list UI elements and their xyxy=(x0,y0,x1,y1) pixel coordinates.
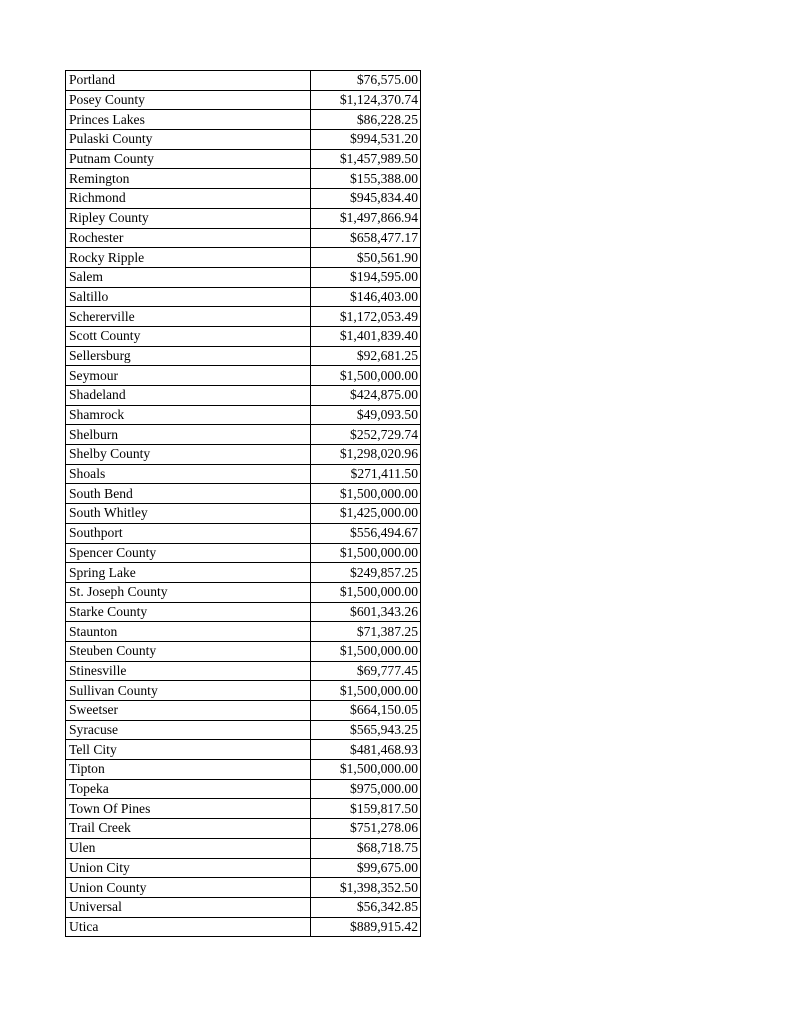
amount-cell: $1,398,352.50 xyxy=(311,878,421,898)
table-row xyxy=(66,740,421,760)
amount-cell: $155,388.00 xyxy=(311,169,421,189)
municipality-name-cell: Staunton xyxy=(66,622,311,642)
municipality-name-cell: Tipton xyxy=(66,760,311,780)
amount-cell: $69,777.45 xyxy=(311,661,421,681)
table-row xyxy=(66,405,421,425)
amount-cell: $1,298,020.96 xyxy=(311,445,421,465)
table-row xyxy=(66,641,421,661)
amount-cell: $1,124,370.74 xyxy=(311,90,421,110)
amount-cell: $664,150.05 xyxy=(311,701,421,721)
table-row xyxy=(66,897,421,917)
table-row xyxy=(66,130,421,150)
allocation-table xyxy=(65,70,421,937)
municipality-name-cell: Scott County xyxy=(66,326,311,346)
municipality-name-cell: Union City xyxy=(66,858,311,878)
amount-cell: $49,093.50 xyxy=(311,405,421,425)
table-row xyxy=(66,799,421,819)
amount-cell: $194,595.00 xyxy=(311,267,421,287)
amount-cell: $751,278.06 xyxy=(311,819,421,839)
municipality-name-cell: Union County xyxy=(66,878,311,898)
amount-cell: $658,477.17 xyxy=(311,228,421,248)
municipality-name-cell: Rocky Ripple xyxy=(66,248,311,268)
municipality-name-cell: Spring Lake xyxy=(66,563,311,583)
amount-cell: $76,575.00 xyxy=(311,71,421,91)
municipality-name-cell: Seymour xyxy=(66,366,311,386)
amount-cell: $68,718.75 xyxy=(311,838,421,858)
amount-cell: $99,675.00 xyxy=(311,858,421,878)
amount-cell: $1,497,866.94 xyxy=(311,208,421,228)
table-row xyxy=(66,582,421,602)
table-row xyxy=(66,425,421,445)
municipality-name-cell: Syracuse xyxy=(66,720,311,740)
municipality-name-cell: Tell City xyxy=(66,740,311,760)
municipality-name-cell: Princes Lakes xyxy=(66,110,311,130)
amount-cell: $556,494.67 xyxy=(311,523,421,543)
table-row xyxy=(66,208,421,228)
amount-cell: $159,817.50 xyxy=(311,799,421,819)
table-row xyxy=(66,189,421,209)
municipality-name-cell: Schererville xyxy=(66,307,311,327)
municipality-name-cell: Posey County xyxy=(66,90,311,110)
amount-cell: $1,425,000.00 xyxy=(311,504,421,524)
table-row xyxy=(66,917,421,937)
table-row xyxy=(66,602,421,622)
table-row xyxy=(66,346,421,366)
table-row xyxy=(66,386,421,406)
municipality-name-cell: Shoals xyxy=(66,464,311,484)
table-row xyxy=(66,701,421,721)
municipality-name-cell: Utica xyxy=(66,917,311,937)
table-row xyxy=(66,307,421,327)
municipality-name-cell: South Whitley xyxy=(66,504,311,524)
table-row xyxy=(66,760,421,780)
municipality-name-cell: St. Joseph County xyxy=(66,582,311,602)
amount-cell: $249,857.25 xyxy=(311,563,421,583)
table-row xyxy=(66,445,421,465)
table-row xyxy=(66,838,421,858)
table-row xyxy=(66,779,421,799)
municipality-name-cell: Saltillo xyxy=(66,287,311,307)
table-row xyxy=(66,366,421,386)
table-row xyxy=(66,681,421,701)
amount-cell: $92,681.25 xyxy=(311,346,421,366)
municipality-name-cell: Topeka xyxy=(66,779,311,799)
amount-cell: $994,531.20 xyxy=(311,130,421,150)
table-row xyxy=(66,543,421,563)
amount-cell: $71,387.25 xyxy=(311,622,421,642)
table-row xyxy=(66,819,421,839)
table-row xyxy=(66,661,421,681)
table-row xyxy=(66,71,421,91)
amount-cell: $1,401,839.40 xyxy=(311,326,421,346)
amount-cell: $1,500,000.00 xyxy=(311,760,421,780)
table-row xyxy=(66,110,421,130)
table-row xyxy=(66,149,421,169)
municipality-name-cell: Shelburn xyxy=(66,425,311,445)
table-row xyxy=(66,228,421,248)
municipality-name-cell: Remington xyxy=(66,169,311,189)
table-row xyxy=(66,464,421,484)
municipality-name-cell: Richmond xyxy=(66,189,311,209)
amount-cell: $271,411.50 xyxy=(311,464,421,484)
amount-cell: $56,342.85 xyxy=(311,897,421,917)
amount-cell: $601,343.26 xyxy=(311,602,421,622)
amount-cell: $975,000.00 xyxy=(311,779,421,799)
table-row xyxy=(66,504,421,524)
amount-cell: $50,561.90 xyxy=(311,248,421,268)
amount-cell: $252,729.74 xyxy=(311,425,421,445)
municipality-name-cell: Trail Creek xyxy=(66,819,311,839)
municipality-name-cell: Sellersburg xyxy=(66,346,311,366)
table-row xyxy=(66,622,421,642)
allocation-table-body xyxy=(66,71,421,937)
municipality-name-cell: Southport xyxy=(66,523,311,543)
municipality-name-cell: Stinesville xyxy=(66,661,311,681)
municipality-name-cell: Rochester xyxy=(66,228,311,248)
amount-cell: $1,500,000.00 xyxy=(311,641,421,661)
amount-cell: $945,834.40 xyxy=(311,189,421,209)
amount-cell: $86,228.25 xyxy=(311,110,421,130)
table-row xyxy=(66,287,421,307)
municipality-name-cell: Shadeland xyxy=(66,386,311,406)
table-row xyxy=(66,523,421,543)
amount-cell: $889,915.42 xyxy=(311,917,421,937)
municipality-name-cell: Shamrock xyxy=(66,405,311,425)
municipality-name-cell: Spencer County xyxy=(66,543,311,563)
table-row xyxy=(66,720,421,740)
municipality-name-cell: Town Of Pines xyxy=(66,799,311,819)
table-row xyxy=(66,267,421,287)
amount-cell: $1,500,000.00 xyxy=(311,543,421,563)
amount-cell: $146,403.00 xyxy=(311,287,421,307)
table-row xyxy=(66,248,421,268)
table-row xyxy=(66,90,421,110)
table-row xyxy=(66,563,421,583)
municipality-name-cell: Sullivan County xyxy=(66,681,311,701)
municipality-name-cell: Ulen xyxy=(66,838,311,858)
table-row xyxy=(66,858,421,878)
municipality-name-cell: Portland xyxy=(66,71,311,91)
amount-cell: $1,172,053.49 xyxy=(311,307,421,327)
table-row xyxy=(66,878,421,898)
amount-cell: $1,500,000.00 xyxy=(311,484,421,504)
amount-cell: $1,500,000.00 xyxy=(311,366,421,386)
amount-cell: $424,875.00 xyxy=(311,386,421,406)
municipality-name-cell: Steuben County xyxy=(66,641,311,661)
amount-cell: $565,943.25 xyxy=(311,720,421,740)
municipality-name-cell: Sweetser xyxy=(66,701,311,721)
amount-cell: $1,457,989.50 xyxy=(311,149,421,169)
municipality-name-cell: Universal xyxy=(66,897,311,917)
municipality-name-cell: Pulaski County xyxy=(66,130,311,150)
table-row xyxy=(66,169,421,189)
table-row xyxy=(66,326,421,346)
amount-cell: $1,500,000.00 xyxy=(311,681,421,701)
municipality-name-cell: Shelby County xyxy=(66,445,311,465)
amount-cell: $481,468.93 xyxy=(311,740,421,760)
municipality-name-cell: Starke County xyxy=(66,602,311,622)
municipality-name-cell: Ripley County xyxy=(66,208,311,228)
municipality-name-cell: Putnam County xyxy=(66,149,311,169)
municipality-name-cell: Salem xyxy=(66,267,311,287)
amount-cell: $1,500,000.00 xyxy=(311,582,421,602)
table-row xyxy=(66,484,421,504)
municipality-name-cell: South Bend xyxy=(66,484,311,504)
